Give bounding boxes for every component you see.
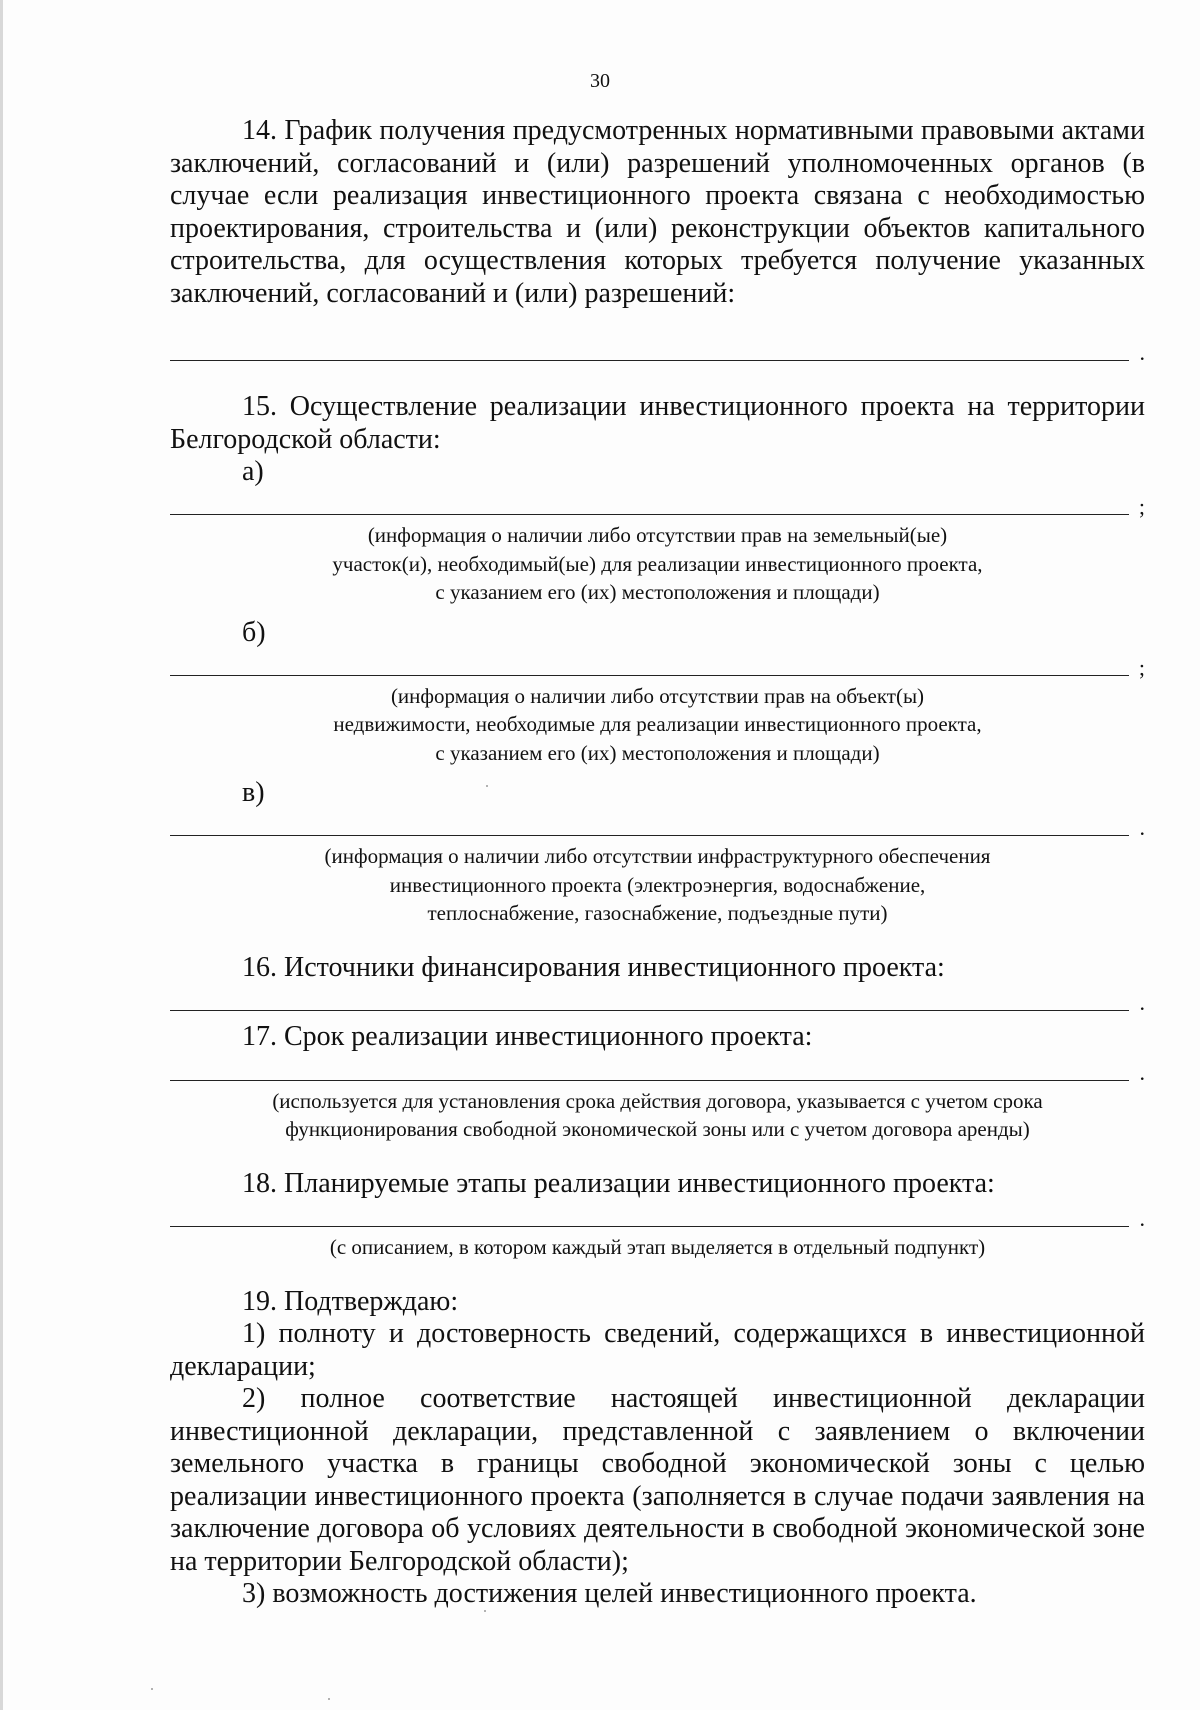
scan-speck bbox=[328, 1698, 330, 1700]
document-body bbox=[170, 115, 1145, 1611]
scan-speck bbox=[151, 1688, 153, 1690]
section-17-end-mark: . bbox=[1139, 1059, 1145, 1085]
section-14-end-mark: . bbox=[1139, 340, 1145, 365]
scan-edge bbox=[0, 0, 3, 1710]
section-15-caption-c bbox=[170, 842, 1145, 928]
section-19-item-1: 1) полноту и достоверность сведений, содержащихся в инвестиционной декларации; bbox=[170, 1318, 1145, 1382]
section-18-text: 18. Планируемые этапы реализации инвестиционного проекта: bbox=[242, 1167, 995, 1199]
section-15-label-b: б) bbox=[242, 616, 266, 648]
section-15-label-a: а) bbox=[242, 456, 264, 487]
section-18-fill-line[interactable] bbox=[170, 1200, 1145, 1231]
caption-line: инвестиционного проекта (электроэнергия, водоснабжение, bbox=[389, 872, 926, 897]
scan-speck bbox=[486, 785, 488, 787]
caption-line: функционирования свободной экономической зоны или с учетом договора аренды) bbox=[285, 1117, 1030, 1141]
section-17-caption bbox=[170, 1087, 1145, 1144]
section-17-text: 17. Срок реализации инвестиционного проекта: bbox=[242, 1021, 813, 1052]
caption-line: с указанием его (их) местоположения и площади) bbox=[435, 580, 880, 604]
section-14-text: 14. График получения предусмотренных нормативными правовыми актами заключений, согласований и (или) разрешений уполномоченных органов (в случае если реализация инвестиционного проекта связана с необходимостью проектирования, строительства и (или) реконструкции объектов капитального строительства, для осуществления которых требуется получение указанных заключений, согласований и (или) разрешений: bbox=[170, 115, 1145, 309]
caption-line: (информация о наличии либо отсутствии прав на земельный(ые) bbox=[367, 523, 948, 547]
caption-line: (информация о наличии либо отсутствии прав на объект(ы) bbox=[390, 683, 925, 708]
section-16-end-mark: . bbox=[1139, 990, 1145, 1015]
section-15-caption-b bbox=[170, 682, 1145, 768]
section-17-fill-line[interactable] bbox=[170, 1054, 1145, 1085]
caption-line: (информация о наличии либо отсутствии инфраструктурного обеспечения bbox=[324, 844, 991, 868]
caption-line: (используется для установления срока действия договора, указывается с учетом срока bbox=[272, 1088, 1043, 1113]
section-15-end-mark-b: ; bbox=[1138, 654, 1145, 680]
section-18-end-mark: . bbox=[1139, 1206, 1145, 1231]
section-19-item-2: 2) полное соответствие настоящей инвестиционной декларации инвестиционной декларации, представленной с заявлением о включении земельного участка в границы свободной экономической зоны с целью реализации инвестиционного проекта (заполняется в случае подачи заявления на заключение договора об условиях деятельности в свободной экономической зоне на территории Белгородской области); bbox=[170, 1383, 1145, 1577]
caption-line: теплоснабжение, газоснабжение, подъездные пути) bbox=[427, 901, 888, 925]
caption-line: недвижимости, необходимые для реализации инвестиционного проекта, bbox=[333, 712, 982, 736]
section-15-text: 15. Осуществление реализации инвестиционного проекта на территории Белгородской области: bbox=[170, 391, 1145, 455]
section-15-fill-line-a[interactable] bbox=[170, 488, 1145, 519]
scan-speck bbox=[484, 1610, 486, 1612]
caption-line: (с описанием, в котором каждый этап выделяется в отдельный подпункт) bbox=[329, 1235, 986, 1259]
section-18-caption bbox=[170, 1233, 1145, 1262]
section-15-fill-line-c[interactable] bbox=[170, 809, 1145, 840]
section-16-text: 16. Источники финансирования инвестиционного проекта: bbox=[242, 951, 945, 983]
section-14-fill-line[interactable] bbox=[170, 334, 1145, 365]
section-15-end-mark-c: . bbox=[1139, 815, 1145, 840]
section-15-label-c: в) bbox=[242, 777, 265, 808]
section-15-end-mark-a: ; bbox=[1138, 494, 1145, 519]
section-19-heading: 19. Подтверждаю: bbox=[242, 1285, 459, 1317]
section-16-fill-line[interactable] bbox=[170, 984, 1145, 1015]
page-number: 30 bbox=[590, 70, 610, 92]
caption-line: с указанием его (их) местоположения и площади) bbox=[435, 740, 880, 765]
section-15-fill-line-b[interactable] bbox=[170, 649, 1145, 680]
section-19-item-3: 3) возможность достижения целей инвестиционного проекта. bbox=[242, 1578, 977, 1609]
section-15-caption-a bbox=[170, 521, 1145, 607]
caption-line: участок(и), необходимый(ые) для реализации инвестиционного проекта, bbox=[332, 551, 983, 576]
